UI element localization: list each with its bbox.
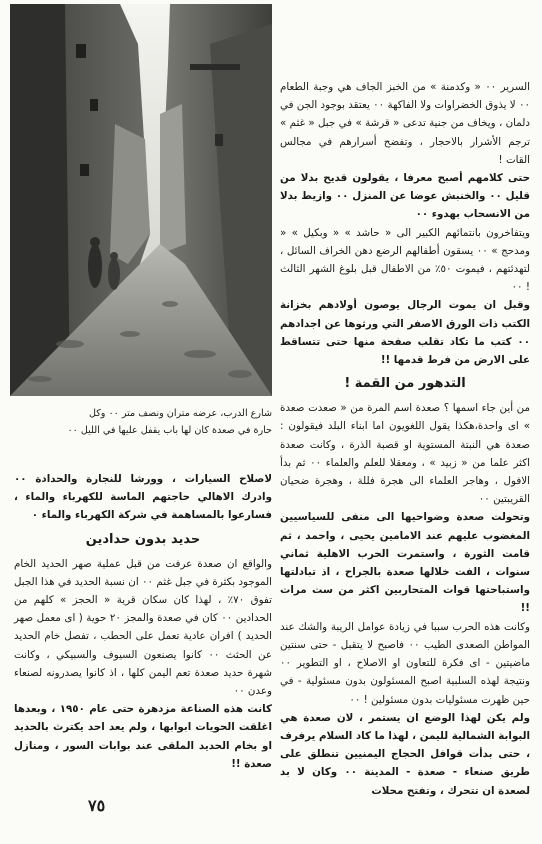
paragraph: ويتفاخرون بانتمائهم الكبير الى « حاشد » « وبكيل » « ومدحج » ٠٠ يسقون أطفالهم الرضع دهن الخراف السائل ، لتهدئتهم ، فيموت ٥٠٪ من الاطفال قبل بلوغ الشهر الثالث ! ٠٠ — [280, 226, 530, 294]
paragraph: والواقع ان صعدة عرفت من قبل عملية صهر الحديد الخام الموجود بكثرة في جبل غثم ٠٠ ان نسبة الحديد في هذا الجبل تفوق ٧٠٪ ، لهذا كان سكان قرية « الحجز » كلهم من الحدادين ٠٠ كان في صعدة والمجز ٢٠ حوية ( اى معمل صهر الحديد ) افران عادية تعمل على الحطب ، تفصل خام الحديد عن الحثث ٠٠ كانوا يصنعون السيوف والسبيكي ، وكانت شهرة حديد صعدة تعم اليمن كلها ، اذ كانوا يصدرونه لصنعاء وعدن ٠٠ — [14, 557, 273, 698]
page-number: ٧٥ — [88, 796, 106, 815]
paragraph: وكانت هذه الحرب سببا في زيادة عوامل الريبة والشك عند المواطن الصعدى الطيب ٠٠ فاصبح لا يتقبل - حتى سنتين ماضيتين - اى فكرة للتعاون او الاصلاح ، او التطوير ٠٠ ونتيجة لهذه السلبية اصبح المسئولون بدون مسئولية - في حين ظهرت مسئوليات بدون مسئولين ! ٠٠ — [280, 620, 530, 706]
caption-line: حارة في صعدة كان لها باب يقفل عليها في الليل ٠٠ — [67, 425, 272, 436]
photo-caption — [14, 405, 272, 439]
section-heading: حديد بدون حدادين — [85, 531, 201, 547]
paragraph: ولم يكن لهذا الوضع ان يستمر ، لان صعدة هي البوابة الشمالية لليمن ، لهذا ما كاد السلام يرفرف ، حتى بدأت قوافل الحجاج اليمنيين تنطلق على طريق صنعاء - صعدة - المدينة ٠٠ وكان لا بد لصعدة ان تتحرك ، وتفتح محلات — [280, 711, 530, 797]
street-photo — [10, 4, 272, 396]
left-column — [14, 470, 272, 773]
paragraph: من أين جاء اسمها ؟ صعدة اسم المرة من « صعدت صعدة » اى واحدة،هكذا يقول اللغويون اما ابناء البلد فيقولون : صعدة هي النبتة المستوية او قصبة الذرة ، وكانت صعدة اكثر علما من « زبيد » ، ومعقلا للعلم والعلماء ٠٠ ثم بدأ الافول ، وهاجر العلماء الى هجرة فللة ، وهجرة ضحيان القريبتين ٠٠ — [280, 402, 530, 506]
section-heading: التدهور من القمة ! — [344, 376, 466, 392]
right-column — [280, 78, 530, 800]
paragraph: السرير ٠٠ « وكدمنة » من الخبز الجاف هي وجبة الطعام ٠٠ لا يذوق الخضراوات ولا الفاكهة ٠٠ يعتقد بوجود الجن في دلمان ، ويخاف من جنية تدعى « قرشة » في جبل « غثم » ترجم الأشرار بالاحجار ، وتفضح أسرارهم في مجالس القات ! — [280, 81, 530, 166]
paragraph: كانت هذه الصناعة مزدهرة حتى عام ١٩٥٠ ، وبعدها اغلقت الحويات ابوابها ، ولم يعد احد يكترث بالحديد او بخام الحديد الملقى عند بوابات السور ، ومنازل صعدة !! — [14, 703, 272, 770]
paragraph: وقبل ان يموت الرجال يوصون أولادهم بخزانة الكتب ذات الورق الاصفر التي ورثوها عن اجدادهم ٠٠ كتب ما تكاد تقلب صفحة منها حتى تتساقط على الارض من فرط قدمها !! — [280, 299, 530, 367]
paragraph: حتى كلامهم أصبح معرفا ، يقولون قديح بدلا من قليل ٠٠ والخنبش عوضا عن المنزل ٠٠ وازيط بدلا من الانسحاب بهدوء ٠٠ — [280, 172, 530, 221]
paragraph: لاصلاح السيارات ، وورشا للنجارة والحدادة ٠٠ وادرك الاهالي حاجتهم الماسة للكهرباء والماء ، فسارعوا بالمساهمة في شركة الكهرباء والماء ٠ — [14, 473, 272, 522]
paragraph: وتحولت صعدة وضواحيها الى منفى للسياسيين المغضوب عليهم عند الامامين يحيى ، واحمد ، ثم قامت الثورة ، واستمرت الحرب الاهلية ثماني سنوات ، الفت خلالها صعدة بالجراح ، اذ تبادلتها واستباحتها قوات المتحاربين اكثر من ست مرات !! — [280, 511, 530, 615]
caption-line: شارع الدرب، عرضه متران ونصف متر ٠٠ وكل — [88, 408, 272, 419]
